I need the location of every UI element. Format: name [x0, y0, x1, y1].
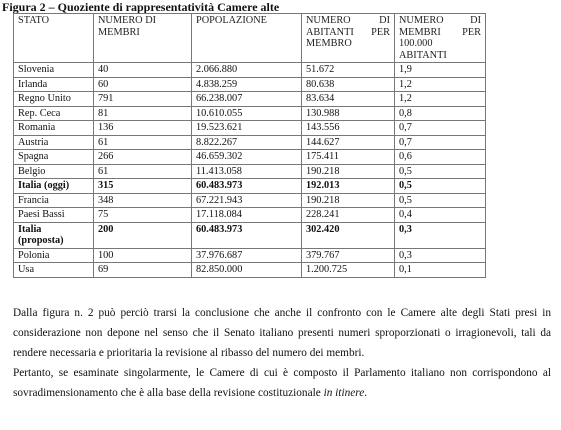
cell-membri: 81 — [94, 106, 192, 121]
cell-per100000: 1,2 — [395, 92, 486, 107]
cell-membri: 60 — [94, 77, 192, 92]
table-row — [14, 92, 486, 107]
cell-per100000: 0,5 — [395, 179, 486, 194]
cell-membri: 348 — [94, 193, 192, 208]
cell-popolazione: 17.118.084 — [192, 208, 302, 223]
header-stato: STATO — [14, 14, 94, 63]
cell-membri: 791 — [94, 92, 192, 107]
cell-popolazione: 4.838.259 — [192, 77, 302, 92]
cell-per100000: 0,5 — [395, 164, 486, 179]
table-row — [14, 63, 486, 78]
cell-popolazione: 60.483.973 — [192, 222, 302, 248]
cell-popolazione: 37.976.687 — [192, 248, 302, 263]
cell-membri: 75 — [94, 208, 192, 223]
header-membri: NUMERO DI MEMBRI — [94, 14, 192, 63]
cell-popolazione: 82.850.000 — [192, 263, 302, 278]
cell-per100000: 0,4 — [395, 208, 486, 223]
cell-per100000: 0,5 — [395, 193, 486, 208]
figure-title: Figura 2 – Quoziente di rappresentatività Camere alte — [2, 0, 280, 14]
header-per100000: NUMERO DI MEMBRI PER 100.000 ABITANTI — [395, 14, 486, 63]
cell-popolazione: 67.221.943 — [192, 193, 302, 208]
cell-popolazione: 11.413.058 — [192, 164, 302, 179]
cell-membri: 61 — [94, 164, 192, 179]
cell-popolazione: 8.822.267 — [192, 135, 302, 150]
cell-abitanti: 143.556 — [302, 121, 395, 136]
cell-per100000: 0,8 — [395, 106, 486, 121]
table-row — [14, 222, 486, 248]
header-popolazione: POPOLAZIONE — [192, 14, 302, 63]
cell-membri: 61 — [94, 135, 192, 150]
cell-per100000: 0,7 — [395, 135, 486, 150]
table-row — [14, 150, 486, 165]
cell-stato: Francia — [14, 193, 94, 208]
cell-stato: Belgio — [14, 164, 94, 179]
table-row — [14, 106, 486, 121]
cell-membri: 200 — [94, 222, 192, 248]
cell-per100000: 0,3 — [395, 248, 486, 263]
paragraph-pertanto-italic: in itinere — [323, 387, 365, 399]
cell-abitanti: 130.988 — [302, 106, 395, 121]
paragraph-pertanto-end: . — [364, 387, 368, 399]
cell-stato: Spagna — [14, 150, 94, 165]
cell-per100000: 1,9 — [395, 63, 486, 78]
paragraph-pertanto-text: Pertanto, se esaminate singolarmente, le Camere di cui è composto il Parlamento italiano non corrispondono al sovradimensionamento che è alla base della revisione costituzionale — [13, 367, 551, 399]
cell-membri: 315 — [94, 179, 192, 194]
cell-stato: Romania — [14, 121, 94, 136]
table-row — [14, 193, 486, 208]
table-row — [14, 248, 486, 263]
cell-popolazione: 19.523.621 — [192, 121, 302, 136]
cell-stato: Usa — [14, 263, 94, 278]
cell-abitanti: 190.218 — [302, 164, 395, 179]
table-row — [14, 179, 486, 194]
cell-abitanti: 228.241 — [302, 208, 395, 223]
table-row — [14, 77, 486, 92]
cell-popolazione: 60.483.973 — [192, 179, 302, 194]
cell-abitanti: 302.420 — [302, 222, 395, 248]
cell-stato: Polonia — [14, 248, 94, 263]
table-row — [14, 263, 486, 278]
table-row — [14, 208, 486, 223]
cell-popolazione: 10.610.055 — [192, 106, 302, 121]
cell-stato: Paesi Bassi — [14, 208, 94, 223]
cell-stato: Italia (proposta) — [14, 222, 94, 248]
cell-per100000: 1,2 — [395, 77, 486, 92]
cell-stato: Regno Unito — [14, 92, 94, 107]
cell-abitanti: 51.672 — [302, 63, 395, 78]
table-header-row — [14, 14, 486, 63]
cell-stato: Austria — [14, 135, 94, 150]
cell-per100000: 0,6 — [395, 150, 486, 165]
cell-membri: 266 — [94, 150, 192, 165]
cell-stato: Italia (oggi) — [14, 179, 94, 194]
cell-membri: 40 — [94, 63, 192, 78]
cell-membri: 136 — [94, 121, 192, 136]
cell-abitanti: 1.200.725 — [302, 263, 395, 278]
cell-stato: Rep. Ceca — [14, 106, 94, 121]
table-row — [14, 121, 486, 136]
cell-abitanti: 379.767 — [302, 248, 395, 263]
representation-table — [13, 13, 486, 278]
cell-abitanti: 144.627 — [302, 135, 395, 150]
table-row — [14, 164, 486, 179]
cell-per100000: 0,3 — [395, 222, 486, 248]
cell-abitanti: 80.638 — [302, 77, 395, 92]
cell-abitanti: 192.013 — [302, 179, 395, 194]
header-abitanti: NUMERO DI ABITANTI PER MEMBRO — [302, 14, 395, 63]
cell-membri: 100 — [94, 248, 192, 263]
cell-abitanti: 175.411 — [302, 150, 395, 165]
cell-popolazione: 46.659.302 — [192, 150, 302, 165]
cell-membri: 69 — [94, 263, 192, 278]
cell-popolazione: 2.066.880 — [192, 63, 302, 78]
paragraph-conclusion: Dalla figura n. 2 può perciò trarsi la conclusione che anche il confronto con le Camere alte degli Stati presi in considerazione non depone nel senso che il Senato italiano presenti numeri sproporzionati o irragionevoli, tali da rendere necessaria e prioritaria la revisione al ribasso del numero dei membri. — [13, 307, 551, 359]
paragraph-pertanto — [13, 363, 551, 403]
cell-per100000: 0,1 — [395, 263, 486, 278]
cell-stato: Slovenia — [14, 63, 94, 78]
table-row — [14, 135, 486, 150]
cell-per100000: 0,7 — [395, 121, 486, 136]
cell-abitanti: 83.634 — [302, 92, 395, 107]
cell-popolazione: 66.238.007 — [192, 92, 302, 107]
cell-abitanti: 190.218 — [302, 193, 395, 208]
cell-stato: Irlanda — [14, 77, 94, 92]
